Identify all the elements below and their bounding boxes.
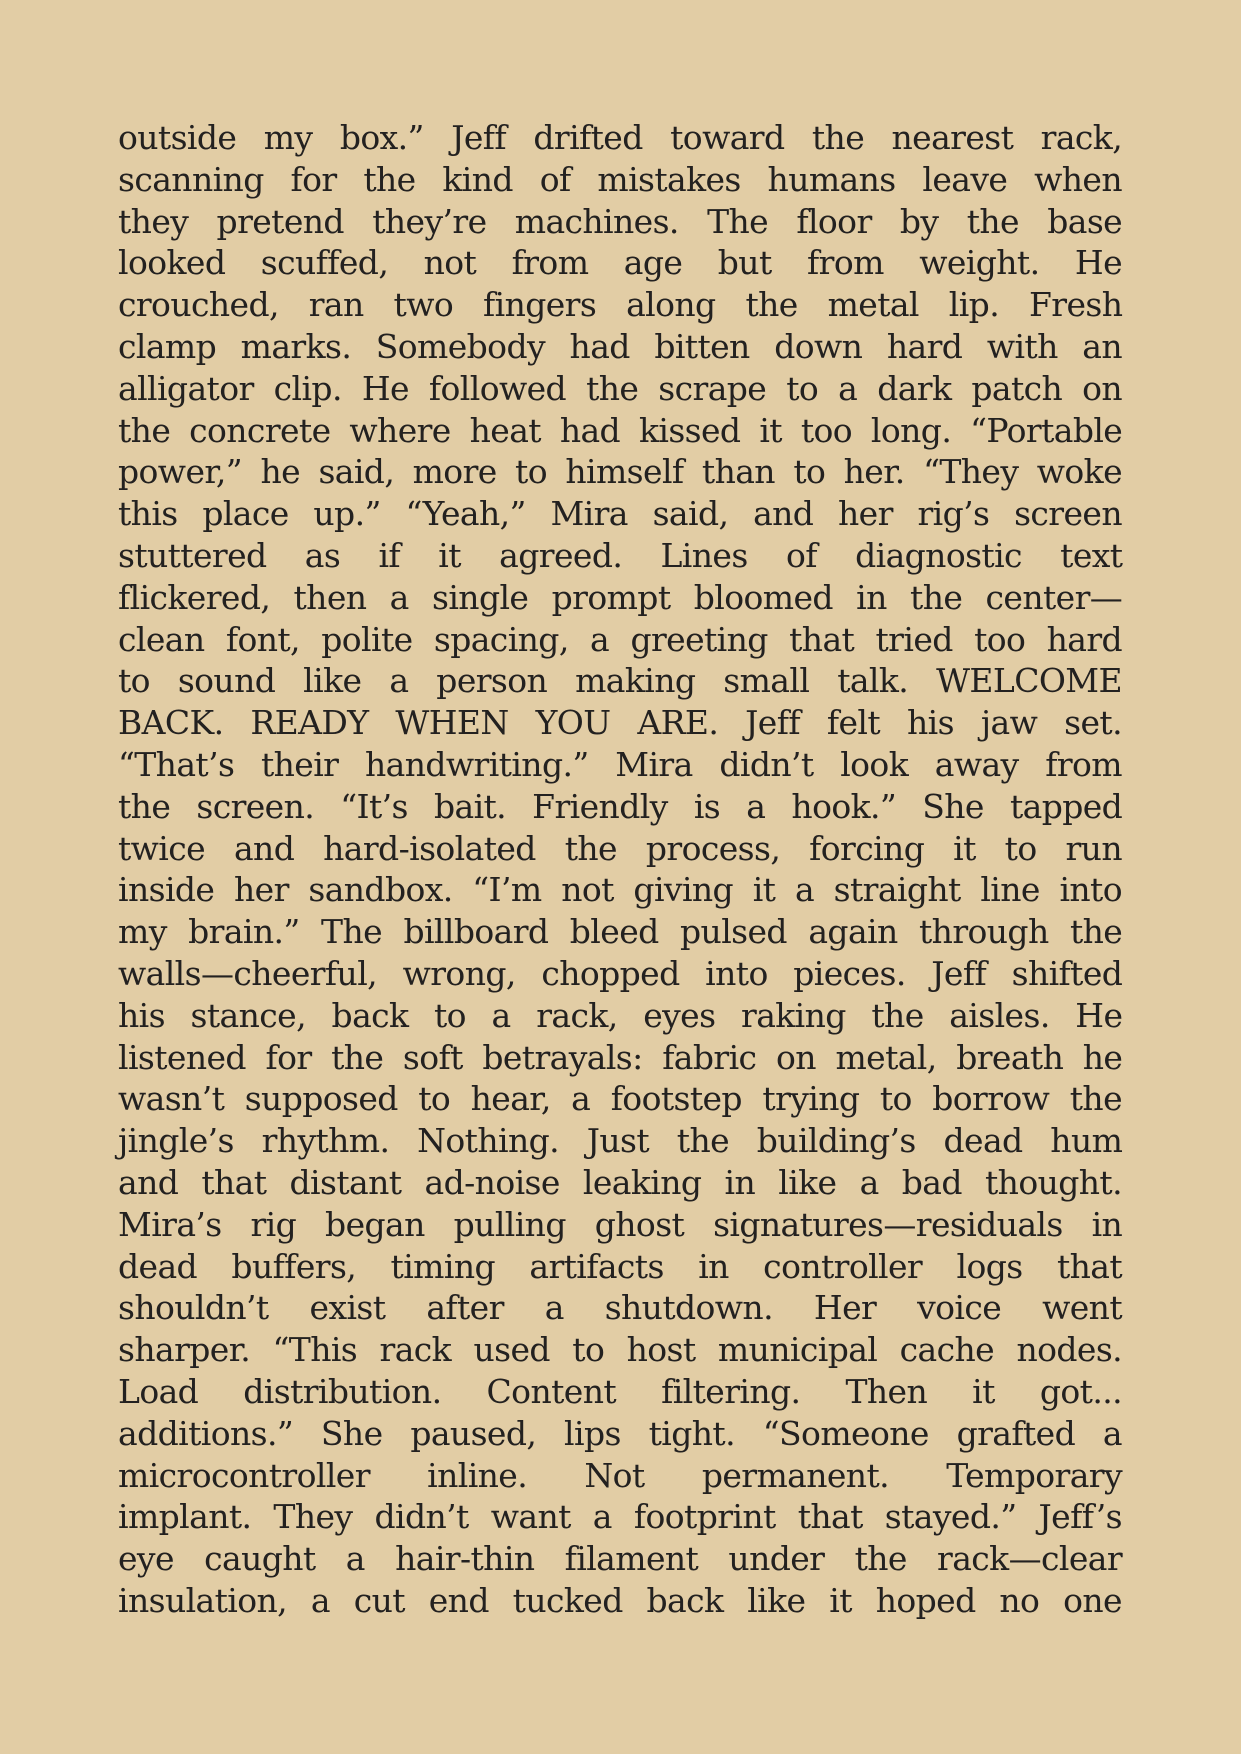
- text-line: Mira’s rig began pulling ghost signatures—residuals in: [118, 1204, 1123, 1244]
- text-line: dead buffers, timing artifacts in controller logs that: [118, 1246, 1122, 1286]
- text-line: insulation, a cut end tucked back like it hoped no one: [118, 1580, 1122, 1620]
- text-line: outside my box.” Jeff drifted toward the nearest rack,: [118, 118, 1123, 157]
- text-line: flickered, then a single prompt bloomed in the center—: [118, 577, 1123, 617]
- text-line: BACK. READY WHEN YOU ARE. Jeff felt his jaw set.: [118, 703, 1122, 743]
- text-line: and that distant ad-noise leaking in like a bad thought.: [118, 1162, 1122, 1202]
- text-line: clean font, polite spacing, a greeting that tried too hard: [118, 619, 1123, 659]
- text-line: eye caught a hair-thin filament under the rack—clear: [118, 1539, 1122, 1579]
- text-line: they pretend they’re machines. The floor by the base: [118, 201, 1123, 241]
- text-line: implant. They didn’t want a footprint that stayed.” Jeff’s: [118, 1497, 1122, 1537]
- text-line: this place up.” “Yeah,” Mira said, and her rig’s screen: [118, 494, 1122, 534]
- text-line: clamp marks. Somebody had bitten down hard with an: [118, 326, 1122, 366]
- text-line: the screen. “It’s bait. Friendly is a hook.” She tapped: [118, 786, 1123, 826]
- text-line: his stance, back to a rack, eyes raking the aisles. He: [118, 995, 1123, 1035]
- text-line: twice and hard-isolated the process, forcing it to run: [118, 828, 1122, 868]
- text-line: stuttered as if it agreed. Lines of diagnostic text: [118, 535, 1123, 575]
- text-line: Load distribution. Content filtering. Then it got...: [118, 1371, 1122, 1411]
- text-line: my brain.” The billboard bleed pulsed again through the: [118, 912, 1123, 952]
- text-line: power,” he said, more to himself than to her. “They woke: [118, 452, 1123, 492]
- text-line: the concrete where heat had kissed it too long. “Portable: [118, 410, 1123, 450]
- text-line: jingle’s rhythm. Nothing. Just the building’s dead hum: [118, 1121, 1123, 1161]
- text-line: crouched, ran two fingers along the metal lip. Fresh: [118, 285, 1123, 325]
- text-line: sharper. “This rack used to host municipal cache nodes.: [118, 1330, 1123, 1370]
- text-line: wasn’t supposed to hear, a footstep trying to borrow the: [118, 1079, 1122, 1119]
- text-line: microcontroller inline. Not permanent. Temporary: [118, 1455, 1122, 1495]
- body-paragraph: [118, 117, 1122, 1622]
- text-line: listened for the soft betrayals: fabric on metal, breath he: [118, 1037, 1123, 1077]
- text-line: alligator clip. He followed the scrape to a dark patch on: [118, 368, 1123, 408]
- text-line: walls—cheerful, wrong, chopped into pieces. Jeff shifted: [118, 953, 1123, 993]
- text-line: shouldn’t exist after a shutdown. Her voice went: [118, 1288, 1122, 1328]
- text-line: scanning for the kind of mistakes humans leave when: [118, 159, 1122, 199]
- text-line: to sound like a person making small talk. WELCOME: [118, 661, 1122, 701]
- text-line: inside her sandbox. “I’m not giving it a straight line into: [118, 870, 1122, 910]
- text-line: additions.” She paused, lips tight. “Someone grafted a: [118, 1413, 1122, 1453]
- text-line: looked scuffed, not from age but from weight. He: [118, 243, 1122, 283]
- text-line: “That’s their handwriting.” Mira didn’t look away from: [118, 744, 1122, 784]
